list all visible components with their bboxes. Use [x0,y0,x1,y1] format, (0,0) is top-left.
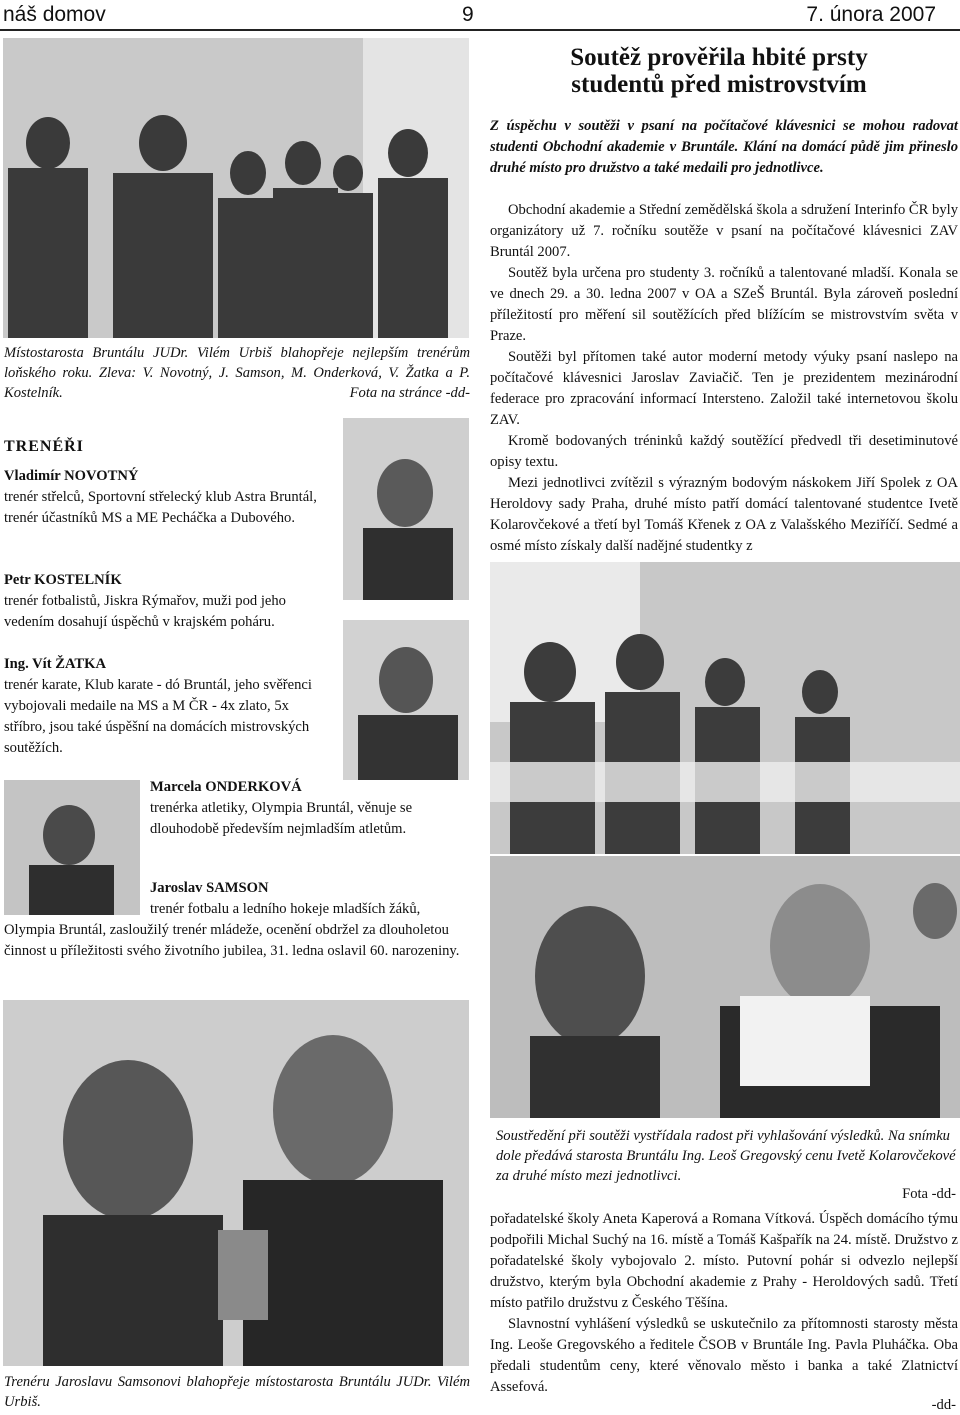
coach-novotny [4,466,326,529]
section-name: náš domov [3,3,106,26]
coaches-heading: TRENÉŘI [4,438,84,455]
article-paragraph: Mezi jednotlivci zvítězil s výrazným bodovým náskokem Jiří Spolek z OA Heroldovy sady Praha, druhé místo patří domácí talentované studentce Ivetě Kolarovčekové a třetí byl Tomáš Křenek z OA z Valašského Meziříčí. Sedmé a osmé místo získaly další nadějné studentky z [490,475,958,554]
coach-name: Ing. Vít ŽATKA [4,656,107,672]
article-lead: Z úspěchu v soutěži v psaní na počítačové klávesnici se mohou radovat studenti Obchodní akademie v Bruntále. Klání na domácí půdě jim přineslo druhé místo pro družstvo a také medaili pro jednotlivce. [490,118,958,176]
coach-desc: trenér karate, Klub karate - dó Bruntál, jeho svěřenci vybojovali medaile na MS a M ČR - 4x zlato, 5x stříbro, jsou také úspěšní na domácích mistrovských soutěžích. [4,677,312,756]
zatka-photo [343,620,469,780]
award-ceremony-photo [490,856,960,1118]
ceremony-photo-credit: Fota -dd- [902,1186,956,1202]
coach-name: Vladimír NOVOTNÝ [4,468,139,484]
samson-photo-caption: Trenéru Jaroslavu Samsonovi blahopřeje místostarosta Bruntálu JUDr. Vilém Urbiš. [4,1374,470,1410]
coach-name: Petr KOSTELNÍK [4,572,122,588]
coach-name: Jaroslav SAMSON [150,880,269,896]
article-paragraph: Obchodní akademie a Střední zemědělská škola a sdružení Interinfo ČR byly organizátory už 7. ročníku soutěže v psaní na počítačové klávesnici ZAV Bruntál 2007. [490,202,958,260]
article-title [480,44,958,98]
header-rule [0,29,960,31]
coach-zatka [4,654,326,759]
group-photo-caption: Místostarosta Bruntálu JUDr. Vilém Urbiš blahopřeje nejlepším trenérům loňského roku. Zleva: V. Novotný, J. Samson, M. Onderková, V. Žatka a P. Kostelník. Fota na stránce -dd- [4,345,470,401]
competition-photo [490,562,960,854]
coach-desc: trenér střelců, Sportovní střelecký klub Astra Bruntál, trenér účastníků MS a ME Pecháčka a Dubového. [4,489,317,526]
page-number: 9 [462,3,474,26]
article-paragraph: Soutěži byl přítomen také autor moderní metody výuky psaní naslepo na počítačové klávesnici Jaroslav Zaviačič. Ten je prezidentem mezinárodní federace pro zpracování informací Intersteno. Založil také internetovou školu ZAV. [490,349,958,428]
article-paragraph: Soutěž byla určena pro studenty 3. ročníků a talentované mladší. Konala se ve dnech 29. a 30. ledna 2007 v OA a SZeŠ Bruntál. Byla zároveň poslední příležitostí pro měření sil soutěžících před blížícím se mistrovstvím světa v Praze. [490,265,958,344]
article-signature: -dd- [931,1397,956,1413]
title-line-2: studentů před mistrovstvím [571,71,867,98]
group-photo [3,38,469,338]
coach-name: Marcela ONDERKOVÁ [150,779,302,795]
coach-onderkova [150,777,470,840]
ceremony-photo-caption: Soustředění při soutěži vystřídala radost při vyhlašování výsledků. Na snímku dole předává starosta Bruntálu Ing. Leoš Gregovský cenu Ivetě Kolarovčekové za druhé místo mezi jednotlivci. [496,1128,956,1184]
coach-desc: trenérka atletiky, Olympia Bruntál, věnuje se dlouhodobě především nejmladším atletům. [150,800,413,837]
novotny-photo [343,418,469,600]
article-continuation [490,1209,958,1398]
photo-credit: Fota na stránce -dd- [349,385,470,401]
title-line-1: Soutěž prověřila hbité prsty [570,44,868,71]
article-paragraph: Kromě bodovaných tréninků každý soutěžící předvedl tři desetiminutové opisy textu. [490,433,958,470]
issue-date: 7. února 2007 [806,3,936,26]
coach-desc: trenér fotbalistů, Jiskra Rýmařov, muži pod jeho vedením dosahují úspěchů v krajském poháru. [4,593,286,630]
samson-award-photo [3,1000,469,1366]
coach-desc: trenér fotbalu a ledního hokeje mladších žáků, Olympia Bruntál, zasloužilý trenér mládeže, ocenění obdržel za dlouholetou činnost u příležitosti svého životního jubilea, 31. ledna oslavil 60. narozeniny. [4,901,460,959]
article-paragraph: Slavnostní vyhlášení výsledků se uskutečnilo za přítomnosti starosty města Ing. Leoše Gregovského a ředitele ČSOB v Bruntále Ing. Pavla Pluháčka. Oba předali studentům ceny, které věnovalo město i banka a také Zlatnictví Assefová. [490,1316,958,1395]
coach-samson [4,878,470,962]
article-body [490,200,958,557]
article-paragraph: pořadatelské školy Aneta Kaperová a Romana Vítková. Úspěch domácího týmu podpořili Michal Suchý na 16. místě a Tomáš Kašpařík na 24. místě. Družstvo z pořadatelské školy vybojovalo 2. místo. Putovní pohár si odvezlo nejlepší družstvo, kterým byla Obchodní akademie z Prahy - Heroldových sadů. Třetí místo patřilo družstvu z Českého Těšína. [490,1211,958,1311]
coach-kostelnik [4,570,326,633]
